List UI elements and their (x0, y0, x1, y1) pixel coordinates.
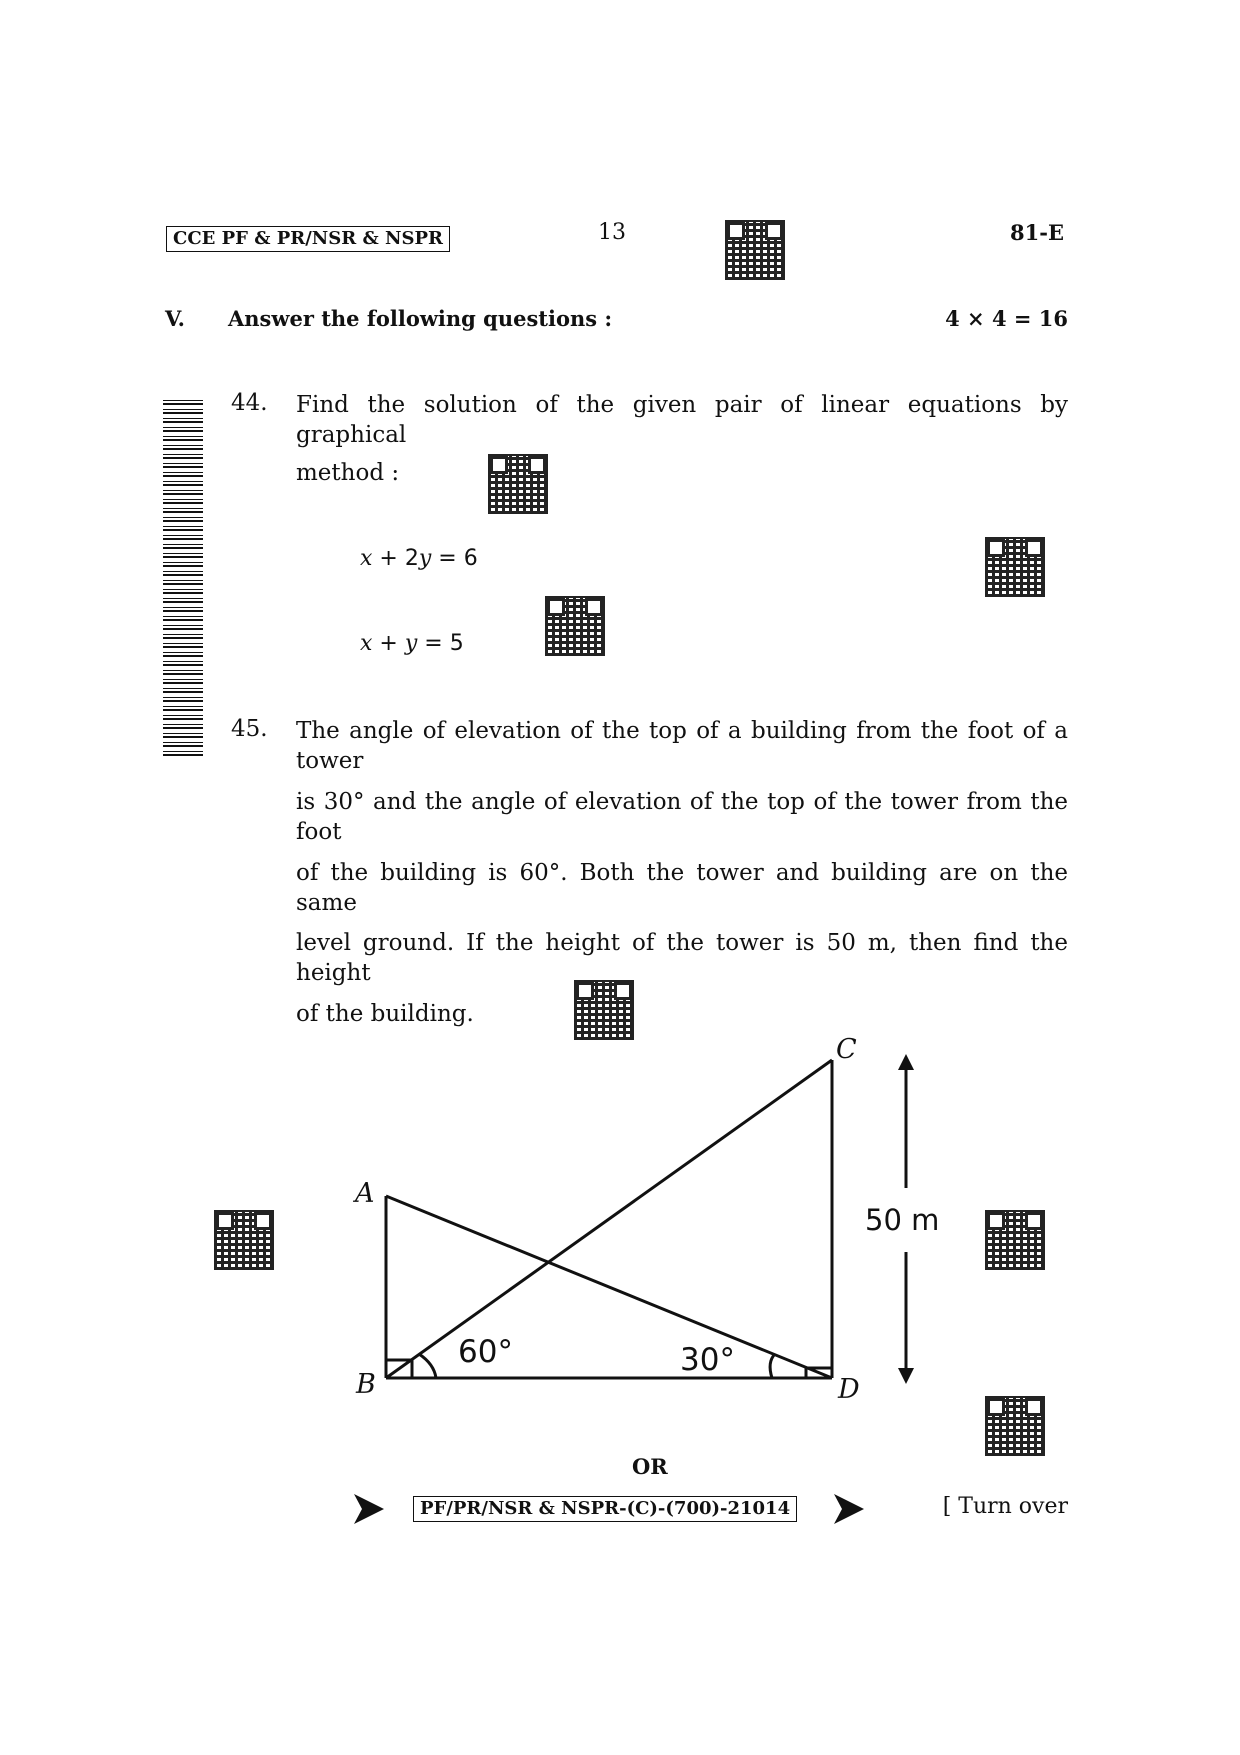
q45-line2: is 30° and the angle of elevation of the top of the tower from the foot (296, 789, 1068, 845)
eq2-rhs: = 5 (417, 631, 464, 656)
eq1-var-x: x (360, 546, 373, 571)
or-label: OR (632, 1454, 668, 1479)
paper-code: 81-E (1010, 220, 1064, 245)
turn-over-label: [ Turn over (942, 1494, 1068, 1519)
height-arrow-head-down (898, 1368, 914, 1384)
section-marks: 4 × 4 = 16 (945, 306, 1068, 331)
q45-line5: of the building. (296, 1001, 474, 1027)
angle-label-b: 60° (458, 1334, 513, 1370)
q44-line2: method : (296, 460, 400, 486)
q45-line1: The angle of elevation of the top of a building from the foot of a tower (296, 718, 1068, 774)
angle-label-d: 30° (680, 1342, 735, 1378)
eq2-var-x: x (360, 631, 373, 656)
q45-line4: level ground. If the height of the tower is 50 m, then find the height (296, 930, 1068, 986)
eq2-plus: + (372, 631, 405, 656)
angle-arc-b (419, 1354, 436, 1378)
section-instruction: Answer the following questions : (228, 306, 613, 331)
eq1-rhs: = 6 (431, 546, 478, 571)
line-bc (386, 1060, 832, 1378)
eq2-var-y: y (404, 631, 418, 656)
q44-number: 44. (231, 390, 268, 416)
eq1-plus: + 2 (372, 546, 419, 571)
vertex-label-b: B (356, 1369, 376, 1400)
qr-code-figure-right (985, 1210, 1045, 1270)
page-number: 13 (598, 220, 626, 245)
eq1-var-y: y (418, 546, 432, 571)
height-arrow-head-up (898, 1054, 914, 1070)
qr-code-figure-bottom (985, 1396, 1045, 1456)
vertex-label-c: C (836, 1034, 857, 1065)
vertex-label-d: D (838, 1374, 860, 1405)
vertex-label-a: A (355, 1178, 375, 1209)
qr-code-figure-left (214, 1210, 274, 1270)
arrow-left-icon (352, 1492, 386, 1526)
header-code-box: CCE PF & PR/NSR & NSPR (166, 226, 450, 252)
line-ad (386, 1196, 832, 1378)
angle-arc-d (770, 1354, 775, 1378)
q44-line1: Find the solution of the given pair of linear equations by graphical (296, 392, 1068, 448)
height-label: 50 m (865, 1203, 940, 1237)
footer-code-box: PF/PR/NSR & NSPR-(C)-(700)-21014 (413, 1496, 797, 1522)
q45-number: 45. (231, 716, 268, 742)
q45-line3: of the building is 60°. Both the tower and building are on the same (296, 860, 1068, 916)
arrow-right-icon (832, 1492, 866, 1526)
section-numeral: V. (165, 306, 185, 331)
